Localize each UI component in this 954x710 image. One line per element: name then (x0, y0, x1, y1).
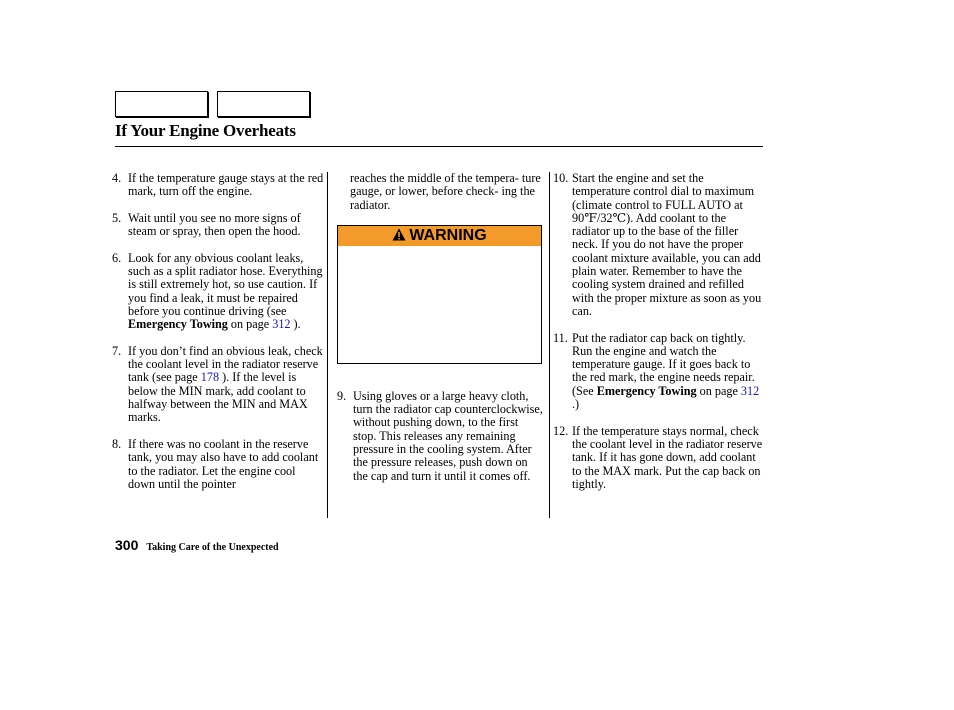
step-6 (112, 252, 324, 332)
step-text-tail: ). If the level is below the MIN mark, add coolant to halfway between the MIN and MAX marks. (128, 370, 308, 425)
page-footer (115, 537, 279, 553)
warning-header (338, 226, 541, 246)
column-divider-1 (327, 172, 328, 518)
step-10 (553, 172, 763, 318)
section-title: Taking Care of the Unexpected (146, 542, 279, 553)
warning-label: WARNING (409, 227, 487, 245)
column-1 (112, 172, 324, 504)
step-number: 10. (553, 171, 569, 185)
step-text: If the temperature gauge stays at the red mark, turn off the engine. (128, 171, 324, 199)
step-7 (112, 345, 324, 425)
step-number: 6. (112, 250, 122, 265)
title-rule (115, 146, 763, 147)
step-9 (337, 390, 543, 483)
page-ref-text: on page (696, 383, 741, 398)
step-text: Using gloves or a large heavy cloth, turn the radiator cap counterclockwise, without pushing down, to the first stop. This releases any remaining pressure in the cooling system. After the pressure releases, push down on the cap and turn it until it comes off. (353, 388, 543, 483)
step-number: 7. (112, 343, 122, 358)
page-title: If Your Engine Overheats (115, 121, 296, 140)
page-ref-text: on page (227, 317, 273, 332)
column-3 (553, 172, 763, 504)
page-link-312[interactable]: 312 (740, 383, 760, 398)
emergency-towing-ref: Emergency Towing (128, 317, 228, 332)
page-number: 300 (115, 537, 139, 553)
step-12 (553, 425, 763, 491)
warning-box (337, 225, 542, 364)
step-text: If the temperature stays normal, check the coolant level in the radiator reserve tank. If it has gone down, add coolant to the MAX mark. Put the cap back on tightly. (572, 423, 763, 491)
nav-button-2[interactable] (217, 91, 310, 117)
step-number: 12. (553, 423, 569, 438)
emergency-towing-ref: Emergency Towing (596, 383, 697, 398)
column-divider-2 (549, 172, 550, 518)
step-text: If there was no coolant in the reserve tank, you may also have to add coolant to the radiator. Let the engine cool down until the pointer (128, 436, 319, 491)
step-text-body: Look for any obvious coolant leaks, such as a split radiator hose. Everything is still extremely hot, so use caution. If you find a leak, it must be repaired before you continue driving (see (128, 250, 323, 318)
step-text-body: If you don’t find an obvious leak, check the coolant level in the radiator reserve tank (see page (128, 343, 323, 385)
step-5 (112, 212, 324, 239)
step-number: 5. (112, 210, 122, 225)
step-8-continued: reaches the middle of the tempera- ture gauge, or lower, before check- ing the radiator. (350, 171, 541, 212)
page-link-312[interactable]: 312 (272, 317, 291, 332)
step-number: 11. (553, 330, 568, 345)
nav-button-1[interactable] (115, 91, 208, 117)
page-link-178[interactable]: 178 (200, 370, 220, 385)
step-8 (112, 438, 324, 491)
warning-triangle-icon (392, 228, 406, 243)
step-text: Start the engine and set the temperature control dial to maximum (climate control to FULL AUTO at 90℉/32℃). Add coolant to the radiator up to the base of the filler neck. If you do not have the proper coolant mixture available, you can add plain water. Remember to have the cooling system drained and refilled with the proper mixture as soon as you can. (572, 171, 762, 318)
step-text-tail: ). (290, 317, 301, 332)
step-number: 4. (112, 171, 122, 185)
step-text-body: Put the radiator cap back on tightly. Run the engine and watch the temperature gauge. If it goes back to the red mark, the engine needs repair. (See (572, 330, 755, 398)
column-2 (337, 172, 543, 496)
step-number: 9. (337, 388, 347, 403)
step-11 (553, 332, 763, 412)
step-text (128, 345, 324, 425)
step-text-tail: .) (572, 397, 580, 412)
step-text (572, 332, 763, 412)
step-text (128, 252, 324, 332)
step-4 (112, 172, 324, 199)
step-text: Wait until you see no more signs of steam or spray, then open the hood. (128, 210, 301, 239)
step-number: 8. (112, 436, 122, 451)
